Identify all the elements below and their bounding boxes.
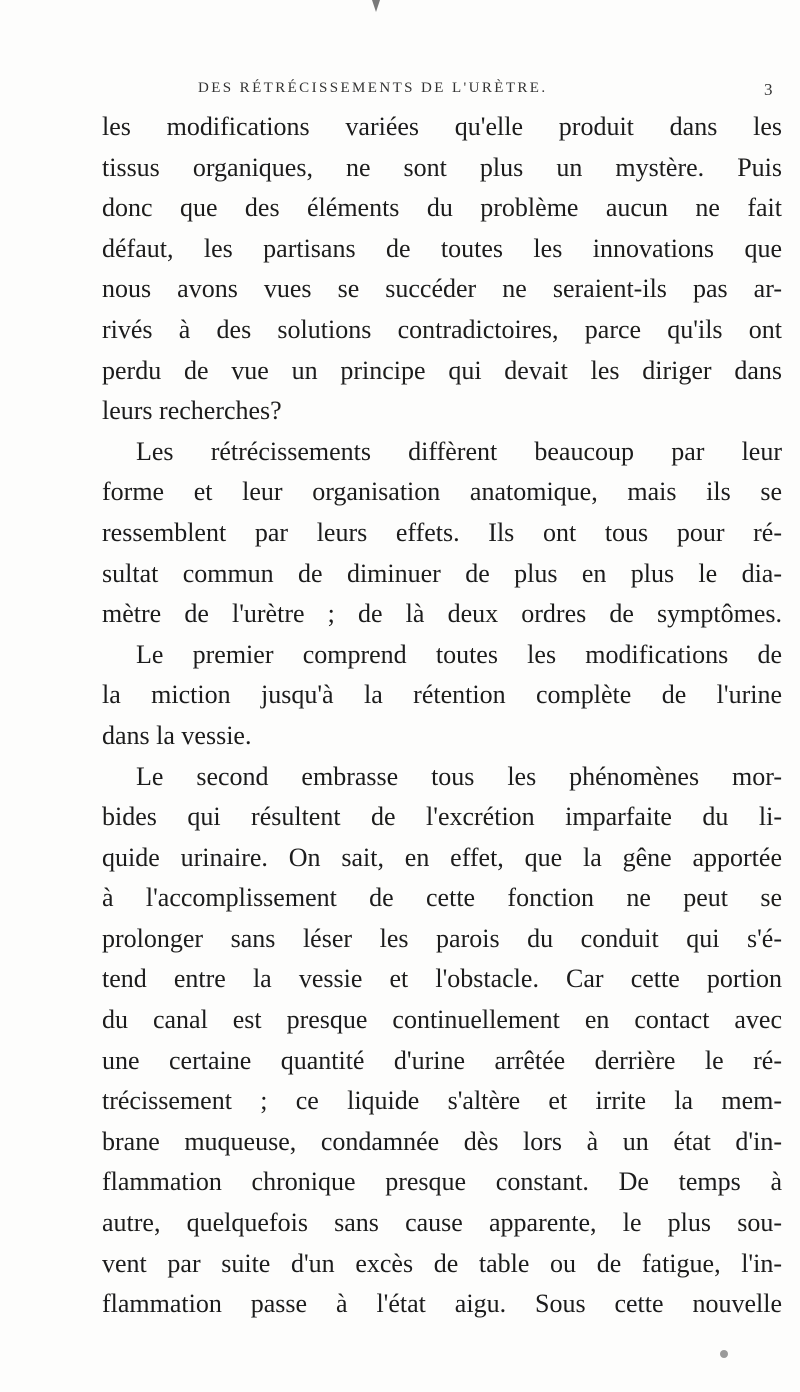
text-line: trécissement ; ce liquide s'altère et irrite la mem- bbox=[102, 1086, 782, 1116]
ink-speck bbox=[372, 0, 380, 12]
text-line: flammation chronique presque constant. De temps à bbox=[102, 1167, 782, 1197]
text-line: dans la vessie. bbox=[102, 720, 252, 750]
body-text bbox=[102, 107, 782, 1325]
text-line: prolonger sans léser les parois du conduit qui s'é- bbox=[102, 923, 782, 953]
paragraph-start-line: Le second embrasse tous les phénomènes mor- bbox=[136, 761, 782, 791]
text-line: à l'accomplissement de cette fonction ne peut se bbox=[102, 883, 782, 913]
text-line: perdu de vue un principe qui devait les diriger dans bbox=[102, 355, 782, 385]
text-line: nous avons vues se succéder ne seraient-ils pas ar- bbox=[102, 274, 782, 304]
text-line: ressemblent par leurs effets. Ils ont tous pour ré- bbox=[102, 517, 782, 547]
text-line: tissus organiques, ne sont plus un mystère. Puis bbox=[102, 152, 782, 182]
text-line: une certaine quantité d'urine arrêtée derrière le ré- bbox=[102, 1045, 782, 1075]
text-line: leurs recherches? bbox=[102, 396, 282, 426]
text-line: rivés à des solutions contradictoires, parce qu'ils ont bbox=[102, 314, 782, 344]
text-line: les modifications variées qu'elle produit dans les bbox=[102, 112, 782, 141]
text-line: flammation passe à l'état aigu. Sous cette nouvelle bbox=[102, 1289, 782, 1319]
text-line: sultat commun de diminuer de plus en plus le dia- bbox=[102, 558, 782, 588]
text-line: la miction jusqu'à la rétention complète de l'urine bbox=[102, 680, 782, 710]
text-line: autre, quelquefois sans cause apparente, le plus sou- bbox=[102, 1208, 782, 1238]
paragraph-start-line: Les rétrécissements diffèrent beaucoup par leur bbox=[136, 436, 782, 466]
text-line: mètre de l'urètre ; de là deux ordres de symptômes. bbox=[102, 599, 782, 629]
text-line: défaut, les partisans de toutes les innovations que bbox=[102, 233, 782, 263]
text-line: vent par suite d'un excès de table ou de fatigue, l'in- bbox=[102, 1248, 782, 1278]
text-line: tend entre la vessie et l'obstacle. Car cette portion bbox=[102, 964, 782, 994]
running-header: DES RÉTRÉCISSEMENTS DE L'URÈTRE. bbox=[198, 80, 548, 96]
text-line: forme et leur organisation anatomique, mais ils se bbox=[102, 477, 782, 507]
text-line: du canal est presque continuellement en contact avec bbox=[102, 1005, 782, 1035]
text-line: quide urinaire. On sait, en effet, que la gêne apportée bbox=[102, 842, 782, 872]
page-number: 3 bbox=[764, 80, 773, 99]
text-line: brane muqueuse, condamnée dès lors à un état d'in- bbox=[102, 1126, 782, 1156]
text-line: bides qui résultent de l'excrétion imparfaite du li- bbox=[102, 802, 782, 832]
paragraph-start-line: Le premier comprend toutes les modifications de bbox=[136, 639, 782, 669]
ink-speck bbox=[720, 1350, 728, 1358]
text-line: donc que des éléments du problème aucun ne fait bbox=[102, 193, 782, 223]
